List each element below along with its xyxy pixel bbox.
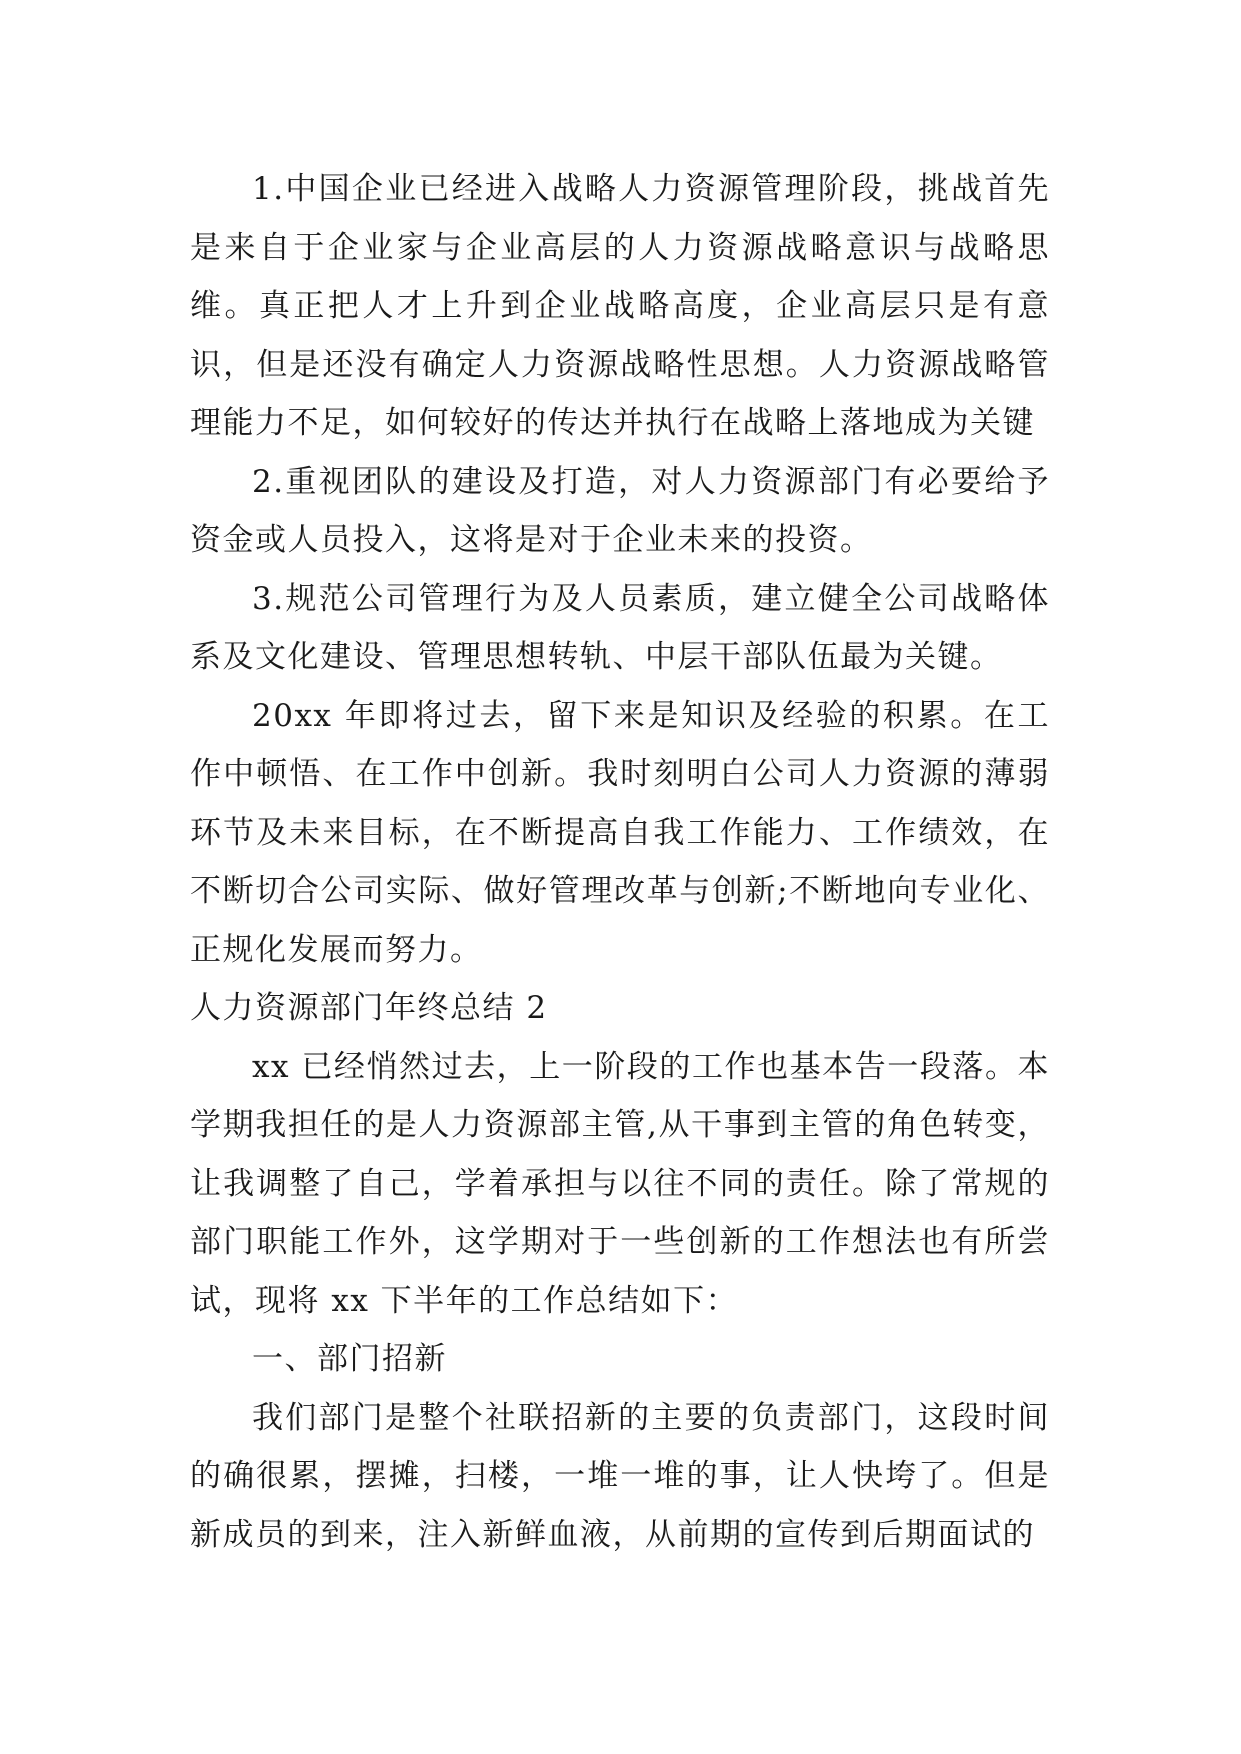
paragraph-recruitment: 我们部门是整个社联招新的主要的负责部门，这段时间的确很累，摆摊，扫楼，一堆一堆的事，让人快垮了。但是新成员的到来，注入新鲜血液，从前期的宣传到后期面试的 xyxy=(190,1399,1050,1553)
document-body xyxy=(190,160,1050,1564)
section-title: 人力资源部门年终总结 2 xyxy=(190,990,548,1026)
paragraph-strategy-challenge: 1.中国企业已经进入战略人力资源管理阶段，挑战首先是来自于企业家与企业高层的人力资源战略意识与战略思维。真正把人才上升到企业战略高度，企业高层只是有意识，但是还没有确定人力资源战略性思想。人力资源战略管理能力不足，如何较好的传达并执行在战略上落地成为关键 xyxy=(190,171,1050,441)
subheading-recruitment: 一、部门招新 xyxy=(252,1341,447,1377)
paragraph-team-building: 2.重视团队的建设及打造，对人力资源部门有必要给予资金或人员投入，这将是对于企业未来的投资。 xyxy=(190,463,1050,558)
paragraph-intro: xx 已经悄然过去，上一阶段的工作也基本告一段落。本学期我担任的是人力资源部主管,从干事到主管的角色转变，让我调整了自己，学着承担与以往不同的责任。除了常规的部门职能工作外，这学期对于一些创新的工作想法也有所尝试，现将 xx 下半年的工作总结如下： xyxy=(190,1048,1050,1319)
paragraph-management-norms: 3.规范公司管理行为及人员素质，建立健全公司战略体系及文化建设、管理思想转轨、中层干部队伍最为关键。 xyxy=(190,580,1050,675)
paragraph-year-summary: 20xx 年即将过去，留下来是知识及经验的积累。在工作中顿悟、在工作中创新。我时刻明白公司人力资源的薄弱环节及未来目标，在不断提高自我工作能力、工作绩效，在不断切合公司实际、做好管理改革与创新;不断地向专业化、正规化发展而努力。 xyxy=(190,697,1050,968)
